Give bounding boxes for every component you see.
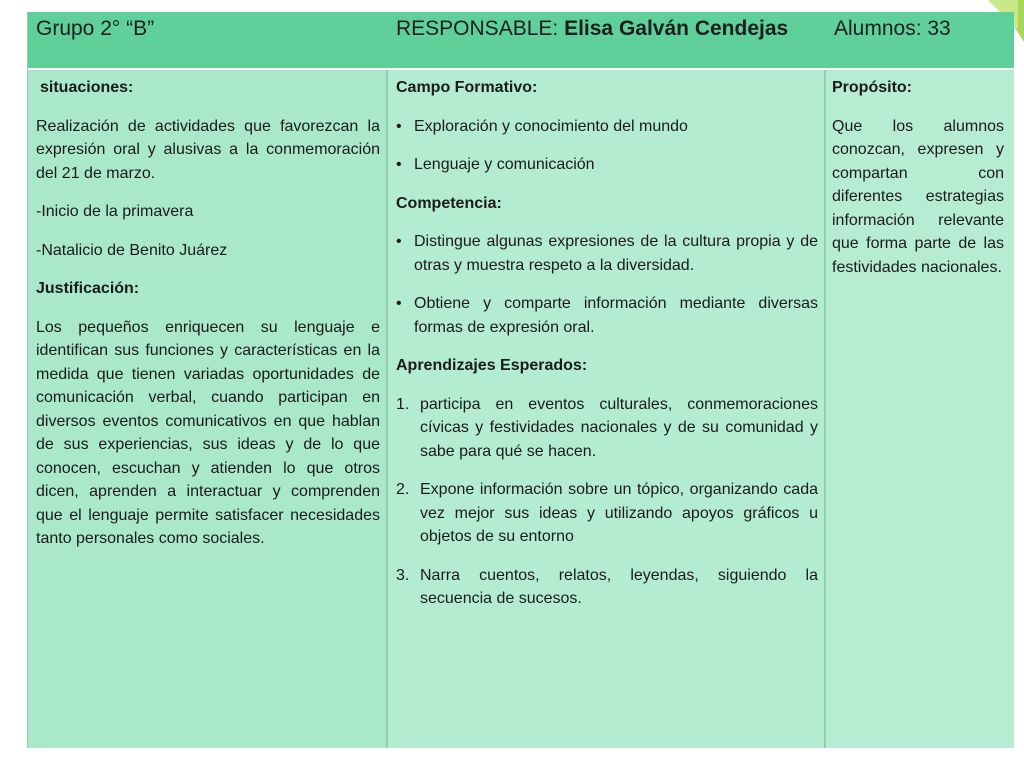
- competencia-heading: Competencia:: [396, 194, 502, 212]
- list-item: [396, 115, 818, 139]
- competencia-item: Obtiene y comparte información mediante diversas formas de expresión oral.: [414, 295, 818, 336]
- situaciones-text: Realización de actividades que favorezcan la expresión oral y alusivas a la conmemoración del 21 de marzo.: [36, 117, 380, 182]
- aprendizaje-item: Narra cuentos, relatos, leyendas, siguiendo la secuencia de sucesos.: [420, 566, 818, 607]
- campo-heading: Campo Formativo:: [396, 79, 538, 96]
- responsible-title: RESPONSABLE:: [396, 17, 559, 40]
- list-item: [396, 153, 818, 177]
- justificacion-text: Los pequeños enriquecen su lenguaje e identifican sus funciones y características en la medida que tienen variadas oportunidades de comunicación verbal, cuando participan en diversos eventos comunicativos en que hablan de sus experiencias, sus ideas y de lo que conocen, escuchan y atienden lo que otros dicen, aprenden a interactuar y comprenden que el lenguaje permite satisfacer necesidades tanto personales como sociales.: [36, 318, 380, 547]
- campo-item: Exploración y conocimiento del mundo: [414, 117, 688, 135]
- proposito-text: Que los alumnos conozcan, expresen y compartan con diferentes estrategias información relevante que forma parte de las festividades nacionales.: [832, 117, 1004, 276]
- bullet-mark: •: [396, 233, 402, 250]
- situaciones-column: [28, 70, 388, 748]
- responsible-label: [396, 17, 788, 41]
- list-item: [396, 564, 818, 611]
- situaciones-heading: situaciones:: [40, 79, 134, 96]
- students-count: Alumnos: 33: [834, 17, 951, 40]
- aprendizajes-heading: Aprendizajes Esperados:: [396, 357, 588, 374]
- natalicio-item: -Natalicio de Benito Juárez: [36, 241, 228, 259]
- aprendizaje-item: Expone información sobre un tópico, organizando cada vez mejor sus ideas y utilizando apoyos gráficos u objetos de su entorno: [420, 481, 818, 545]
- proposito-column: [826, 70, 1014, 748]
- campo-column: [388, 70, 826, 748]
- number-mark: 1.: [396, 395, 410, 413]
- planning-table: [27, 12, 1014, 748]
- table-header: [28, 12, 1014, 70]
- group-label: Grupo 2° “B”: [36, 17, 155, 40]
- primavera-item: -Inicio de la primavera: [36, 203, 194, 220]
- list-item: [396, 478, 818, 549]
- justificacion-heading: Justificación:: [36, 280, 140, 297]
- competencia-item: Distingue algunas expresiones de la cultura propia y de otras y muestra respeto a la diversidad.: [414, 233, 818, 274]
- bullet-mark: •: [396, 117, 402, 135]
- aprendizaje-item: participa en eventos culturales, conmemoraciones cívicas y festividades nacionales y de su comunidad y sabe para qué se hacen.: [420, 395, 818, 460]
- responsible-name: Elisa Galván Cendejas: [564, 17, 789, 40]
- number-mark: 2.: [396, 481, 410, 498]
- number-mark: 3.: [396, 566, 410, 584]
- list-item: [396, 292, 818, 339]
- proposito-heading: Propósito:: [832, 79, 912, 96]
- bullet-mark: •: [396, 295, 402, 312]
- campo-item: Lenguaje y comunicación: [414, 156, 595, 173]
- bullet-mark: •: [396, 156, 402, 173]
- list-item: [396, 230, 818, 277]
- list-item: [396, 393, 818, 464]
- table-body: [28, 70, 1014, 748]
